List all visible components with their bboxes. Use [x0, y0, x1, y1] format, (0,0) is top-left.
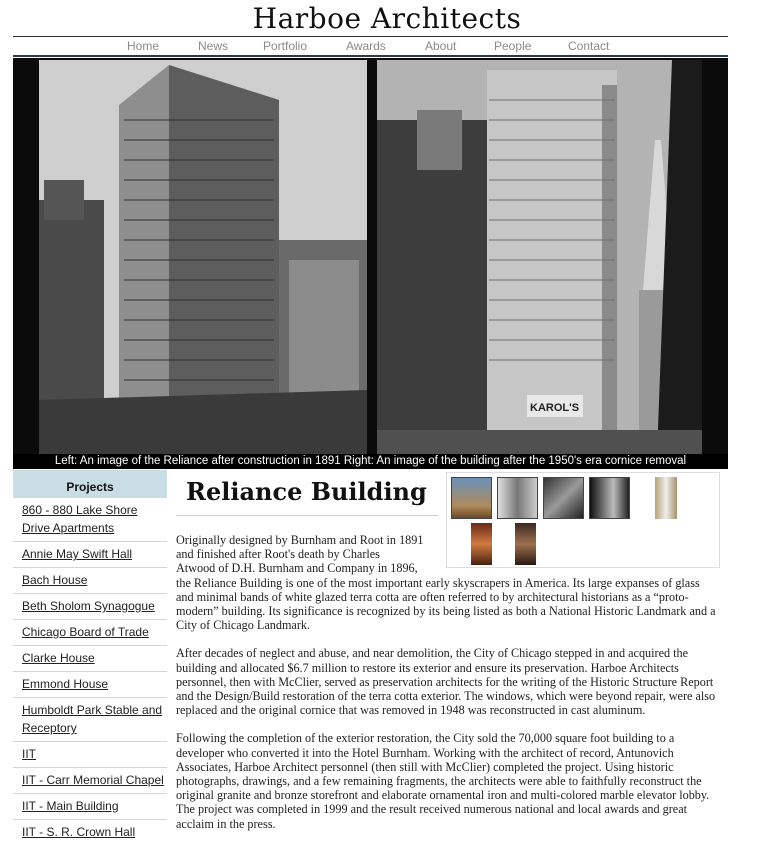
reliance-1891-photo — [39, 60, 367, 454]
project-link[interactable]: Emmond House — [22, 677, 109, 691]
list-item — [13, 594, 167, 620]
thumbnail-4[interactable] — [589, 477, 630, 519]
thumbnail-2[interactable] — [497, 477, 538, 519]
paragraph-1 — [176, 533, 720, 632]
project-link[interactable]: IIT — [22, 747, 36, 761]
nav-portfolio[interactable]: Portfolio — [263, 39, 308, 53]
list-item — [13, 568, 167, 594]
project-link[interactable]: Annie May Swift Hall — [22, 547, 133, 561]
p1-rest: the Reliance Building is one of the most important early skyscrapers in America. Its large expanses of glass and minimal bands of white glazed terra cotta are often referred to by architectural historians as a “proto-modern” building. Its significance is recognized by its being listed as both a National Historic Landmark and a City of Chicago Landmark. — [176, 575, 716, 633]
project-link[interactable]: IIT - Carr Memorial Chapel — [22, 773, 164, 787]
p1-line2: and finished after Root's death by Charles — [176, 547, 380, 562]
project-link[interactable]: IIT - Main Building — [22, 799, 119, 813]
list-item — [13, 794, 167, 820]
thumbnail-1[interactable] — [451, 477, 492, 519]
project-link[interactable]: Bach House — [22, 573, 88, 587]
hero-image — [13, 58, 728, 469]
nav-news[interactable]: News — [198, 39, 229, 53]
project-link[interactable]: 860 - 880 Lake Shore Drive Apartments — [22, 503, 138, 535]
list-item — [13, 498, 167, 542]
list-item — [13, 542, 167, 568]
nav-home[interactable]: Home — [127, 39, 160, 53]
project-link[interactable]: Chicago Board of Trade — [22, 625, 149, 639]
paragraph-2: After decades of neglect and abuse, and near demolition, the City of Chicago stepped in and acquired the building and allocated $6.7 million to restore its exterior and ensure its preservation. Harboe Architects personnel, then with McClier, served as preservation architects for the writing of the Historic Structure Report and the Design/Build restoration of the terra cotta exterior. The windows, which were beyond repair, were also replaced and the original cornice that was removed in 1948 was reconstructed in cast aluminum. — [176, 646, 716, 718]
nav-people[interactable]: People — [494, 39, 532, 53]
nav-awards[interactable]: Awards — [346, 39, 386, 53]
article-body — [176, 533, 720, 841]
list-item — [13, 646, 167, 672]
karols-sign: KAROL'S — [530, 402, 580, 414]
projects-heading: Projects — [13, 470, 167, 498]
page-title: Reliance Building — [176, 474, 438, 516]
thumbnail-5[interactable] — [655, 477, 677, 519]
projects-list — [13, 498, 167, 841]
list-item — [13, 820, 167, 841]
projects-sidebar — [13, 470, 167, 841]
nav-about[interactable]: About — [425, 39, 457, 53]
list-item — [13, 672, 167, 698]
hero-photo-right — [377, 60, 702, 454]
project-link[interactable]: Humboldt Park Stable and Receptory — [22, 703, 163, 735]
paragraph-3: Following the completion of the exterior restoration, the City sold the 70,000 square foot building to a developer who converted it into the Hotel Burnham. Working with the architect of record, Antunovich Associates, Harboe Architect personnel (then still with McClier) completed the project. Using historic photographs, drawings, and a few remaining fragments, the architects were able to faithfully reconstruct the original granite and bronze storefront and elaborate ornamental iron and multi-colored marble elevator lobby. The project was completed in 1999 and the result received numerous national and local awards and great acclaim in the press. — [176, 731, 710, 831]
list-item — [13, 768, 167, 794]
project-link[interactable]: Beth Sholom Synagogue — [22, 599, 155, 613]
list-item — [13, 742, 167, 768]
list-item — [13, 620, 167, 646]
hero-caption: Left: An image of the Reliance after construction in 1891 Right: An image of the building after the 1950's era cornice removal — [13, 454, 728, 469]
p1-line3: Atwood of D.H. Burnham and Company in 1896, — [176, 561, 418, 576]
project-link[interactable]: Clarke House — [22, 651, 95, 665]
list-item — [13, 698, 167, 742]
main-nav — [13, 36, 728, 57]
site-title[interactable]: Harboe Architects — [252, 2, 522, 35]
main-content — [176, 472, 720, 841]
p1-line1: Originally designed by Burnham and Root in 1891 — [176, 533, 424, 547]
reliance-1950s-photo — [377, 60, 702, 454]
thumbnail-3[interactable] — [543, 477, 584, 519]
nav-contact[interactable]: Contact — [568, 39, 610, 53]
project-link[interactable]: IIT - S. R. Crown Hall — [22, 825, 136, 839]
hero-photo-left — [39, 60, 367, 454]
